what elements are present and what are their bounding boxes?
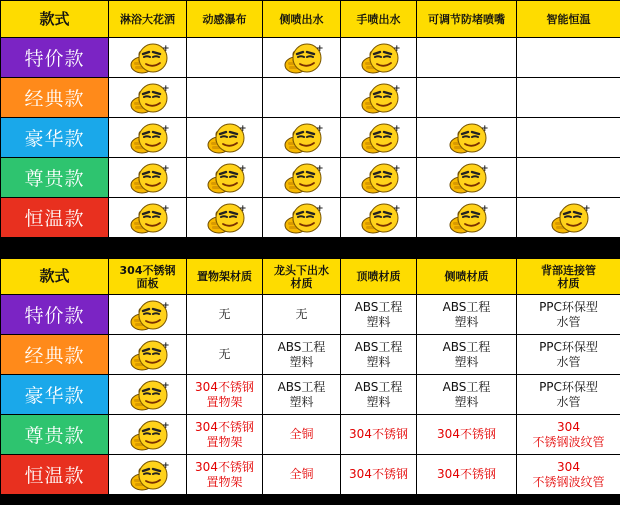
feature-cell bbox=[109, 158, 187, 198]
svg-text:+: + bbox=[480, 203, 489, 214]
column-header: 侧喷材质 bbox=[417, 259, 517, 295]
feature-cell bbox=[109, 295, 187, 335]
column-header: 龙头下出水 材质 bbox=[263, 259, 341, 295]
thumbs-up-emoji-icon bbox=[278, 203, 326, 224]
model-label: 尊贵款 bbox=[1, 158, 109, 198]
svg-text:+: + bbox=[161, 203, 170, 214]
thumbs-up-emoji-icon bbox=[124, 83, 172, 104]
empty-cell bbox=[263, 78, 341, 118]
svg-text:+: + bbox=[161, 340, 170, 351]
column-header: 款式 bbox=[1, 259, 109, 295]
table-row bbox=[1, 158, 620, 198]
empty-cell bbox=[417, 78, 517, 118]
feature-cell bbox=[109, 38, 187, 78]
feature-cell bbox=[187, 118, 263, 158]
empty-cell bbox=[187, 78, 263, 118]
thumbs-up-emoji-icon bbox=[201, 203, 249, 224]
table-row bbox=[1, 38, 620, 78]
model-label: 豪华款 bbox=[1, 118, 109, 158]
model-label: 恒温款 bbox=[1, 455, 109, 495]
column-header: 智能恒温 bbox=[517, 1, 620, 38]
feature-cell bbox=[517, 198, 620, 238]
svg-text:+: + bbox=[480, 123, 489, 134]
svg-text:+: + bbox=[161, 300, 170, 311]
material-cell: 无 bbox=[187, 335, 263, 375]
material-cell: 304不锈钢 置物架 bbox=[187, 375, 263, 415]
feature-cell bbox=[263, 198, 341, 238]
svg-text:+: + bbox=[392, 123, 401, 134]
svg-text:+: + bbox=[480, 163, 489, 174]
feature-cell bbox=[109, 118, 187, 158]
thumbs-up-emoji-icon bbox=[355, 43, 403, 64]
column-header: 顶喷材质 bbox=[341, 259, 417, 295]
thumbs-up-emoji-icon bbox=[124, 460, 172, 481]
column-header: 置物架材质 bbox=[187, 259, 263, 295]
svg-text:+: + bbox=[315, 123, 324, 134]
thumbs-up-emoji-icon bbox=[124, 123, 172, 144]
svg-text:+: + bbox=[582, 203, 591, 214]
empty-cell bbox=[517, 78, 620, 118]
feature-cell bbox=[341, 38, 417, 78]
material-cell: 304不锈钢 bbox=[417, 455, 517, 495]
thumbs-up-emoji-icon bbox=[278, 43, 326, 64]
material-cell: 304不锈钢 bbox=[341, 415, 417, 455]
material-cell: 304 不锈钢波纹管 bbox=[517, 415, 620, 455]
column-header: 淋浴大花洒 bbox=[109, 1, 187, 38]
thumbs-up-emoji-icon bbox=[545, 203, 593, 224]
feature-cell bbox=[341, 78, 417, 118]
feature-cell bbox=[341, 118, 417, 158]
thumbs-up-emoji-icon bbox=[201, 123, 249, 144]
svg-text:+: + bbox=[161, 163, 170, 174]
thumbs-up-emoji-icon bbox=[443, 123, 491, 144]
feature-cell bbox=[109, 415, 187, 455]
column-header: 背部连接管 材质 bbox=[517, 259, 620, 295]
thumbs-up-emoji-icon bbox=[124, 203, 172, 224]
material-cell: ABS工程 塑料 bbox=[341, 295, 417, 335]
header-row bbox=[1, 259, 620, 295]
material-cell: 304不锈钢 置物架 bbox=[187, 415, 263, 455]
material-cell: ABS工程 塑料 bbox=[341, 375, 417, 415]
model-label: 豪华款 bbox=[1, 375, 109, 415]
table-row bbox=[1, 375, 620, 415]
svg-text:+: + bbox=[238, 163, 247, 174]
feature-cell bbox=[417, 158, 517, 198]
feature-comparison-table bbox=[0, 0, 620, 238]
table-row bbox=[1, 455, 620, 495]
svg-text:+: + bbox=[392, 43, 401, 54]
material-cell: 304不锈钢 置物架 bbox=[187, 455, 263, 495]
thumbs-up-emoji-icon bbox=[355, 83, 403, 104]
material-comparison-table bbox=[0, 258, 620, 495]
thumbs-up-emoji-icon bbox=[278, 123, 326, 144]
material-cell: ABS工程 塑料 bbox=[417, 375, 517, 415]
material-cell: ABS工程 塑料 bbox=[417, 335, 517, 375]
column-header: 手喷出水 bbox=[341, 1, 417, 38]
thumbs-up-emoji-icon bbox=[124, 43, 172, 64]
empty-cell bbox=[187, 38, 263, 78]
svg-text:+: + bbox=[161, 83, 170, 94]
feature-cell bbox=[341, 198, 417, 238]
column-header: 动感瀑布 bbox=[187, 1, 263, 38]
svg-text:+: + bbox=[315, 163, 324, 174]
thumbs-up-emoji-icon bbox=[443, 203, 491, 224]
svg-text:+: + bbox=[161, 460, 170, 471]
empty-cell bbox=[417, 38, 517, 78]
svg-text:+: + bbox=[161, 380, 170, 391]
material-cell: 304不锈钢 bbox=[417, 415, 517, 455]
table-row bbox=[1, 335, 620, 375]
material-cell: 304 不锈钢波纹管 bbox=[517, 455, 620, 495]
feature-cell bbox=[109, 335, 187, 375]
thumbs-up-emoji-icon bbox=[355, 163, 403, 184]
model-label: 特价款 bbox=[1, 38, 109, 78]
thumbs-up-emoji-icon bbox=[124, 420, 172, 441]
model-label: 特价款 bbox=[1, 295, 109, 335]
empty-cell bbox=[517, 158, 620, 198]
empty-cell bbox=[517, 38, 620, 78]
thumbs-up-emoji-icon bbox=[355, 123, 403, 144]
feature-cell bbox=[109, 455, 187, 495]
material-cell: ABS工程 塑料 bbox=[417, 295, 517, 335]
svg-text:+: + bbox=[315, 203, 324, 214]
model-label: 经典款 bbox=[1, 335, 109, 375]
svg-text:+: + bbox=[161, 43, 170, 54]
svg-text:+: + bbox=[315, 43, 324, 54]
header-row bbox=[1, 1, 620, 38]
svg-text:+: + bbox=[392, 83, 401, 94]
material-cell: 无 bbox=[263, 295, 341, 335]
thumbs-up-emoji-icon bbox=[278, 163, 326, 184]
thumbs-up-emoji-icon bbox=[443, 163, 491, 184]
feature-cell bbox=[417, 118, 517, 158]
material-cell: PPC环保型 水管 bbox=[517, 295, 620, 335]
model-label: 经典款 bbox=[1, 78, 109, 118]
table-row bbox=[1, 198, 620, 238]
material-cell: PPC环保型 水管 bbox=[517, 335, 620, 375]
svg-text:+: + bbox=[238, 123, 247, 134]
column-header: 304不锈钢 面板 bbox=[109, 259, 187, 295]
svg-text:+: + bbox=[161, 123, 170, 134]
thumbs-up-emoji-icon bbox=[201, 163, 249, 184]
material-cell: ABS工程 塑料 bbox=[341, 335, 417, 375]
table-row bbox=[1, 78, 620, 118]
material-cell: ABS工程 塑料 bbox=[263, 375, 341, 415]
thumbs-up-emoji-icon bbox=[124, 340, 172, 361]
feature-cell bbox=[417, 198, 517, 238]
feature-cell bbox=[187, 158, 263, 198]
feature-cell bbox=[263, 158, 341, 198]
model-label: 恒温款 bbox=[1, 198, 109, 238]
thumbs-up-emoji-icon bbox=[124, 300, 172, 321]
material-cell: ABS工程 塑料 bbox=[263, 335, 341, 375]
thumbs-up-emoji-icon bbox=[355, 203, 403, 224]
svg-text:+: + bbox=[392, 163, 401, 174]
material-cell: 304不锈钢 bbox=[341, 455, 417, 495]
feature-cell bbox=[263, 38, 341, 78]
feature-cell bbox=[341, 158, 417, 198]
column-header: 侧喷出水 bbox=[263, 1, 341, 38]
svg-text:+: + bbox=[161, 420, 170, 431]
material-cell: 无 bbox=[187, 295, 263, 335]
empty-cell bbox=[517, 118, 620, 158]
model-label: 尊贵款 bbox=[1, 415, 109, 455]
material-cell: 全铜 bbox=[263, 415, 341, 455]
feature-cell bbox=[109, 78, 187, 118]
thumbs-up-emoji-icon bbox=[124, 163, 172, 184]
feature-cell bbox=[263, 118, 341, 158]
feature-cell bbox=[109, 375, 187, 415]
column-header: 可调节防堵喷嘴 bbox=[417, 1, 517, 38]
svg-text:+: + bbox=[238, 203, 247, 214]
table-row bbox=[1, 118, 620, 158]
table-row bbox=[1, 415, 620, 455]
feature-cell bbox=[109, 198, 187, 238]
table-row bbox=[1, 295, 620, 335]
column-header: 款式 bbox=[1, 1, 109, 38]
thumbs-up-emoji-icon bbox=[124, 380, 172, 401]
feature-cell bbox=[187, 198, 263, 238]
svg-text:+: + bbox=[392, 203, 401, 214]
material-cell: PPC环保型 水管 bbox=[517, 375, 620, 415]
material-cell: 全铜 bbox=[263, 455, 341, 495]
